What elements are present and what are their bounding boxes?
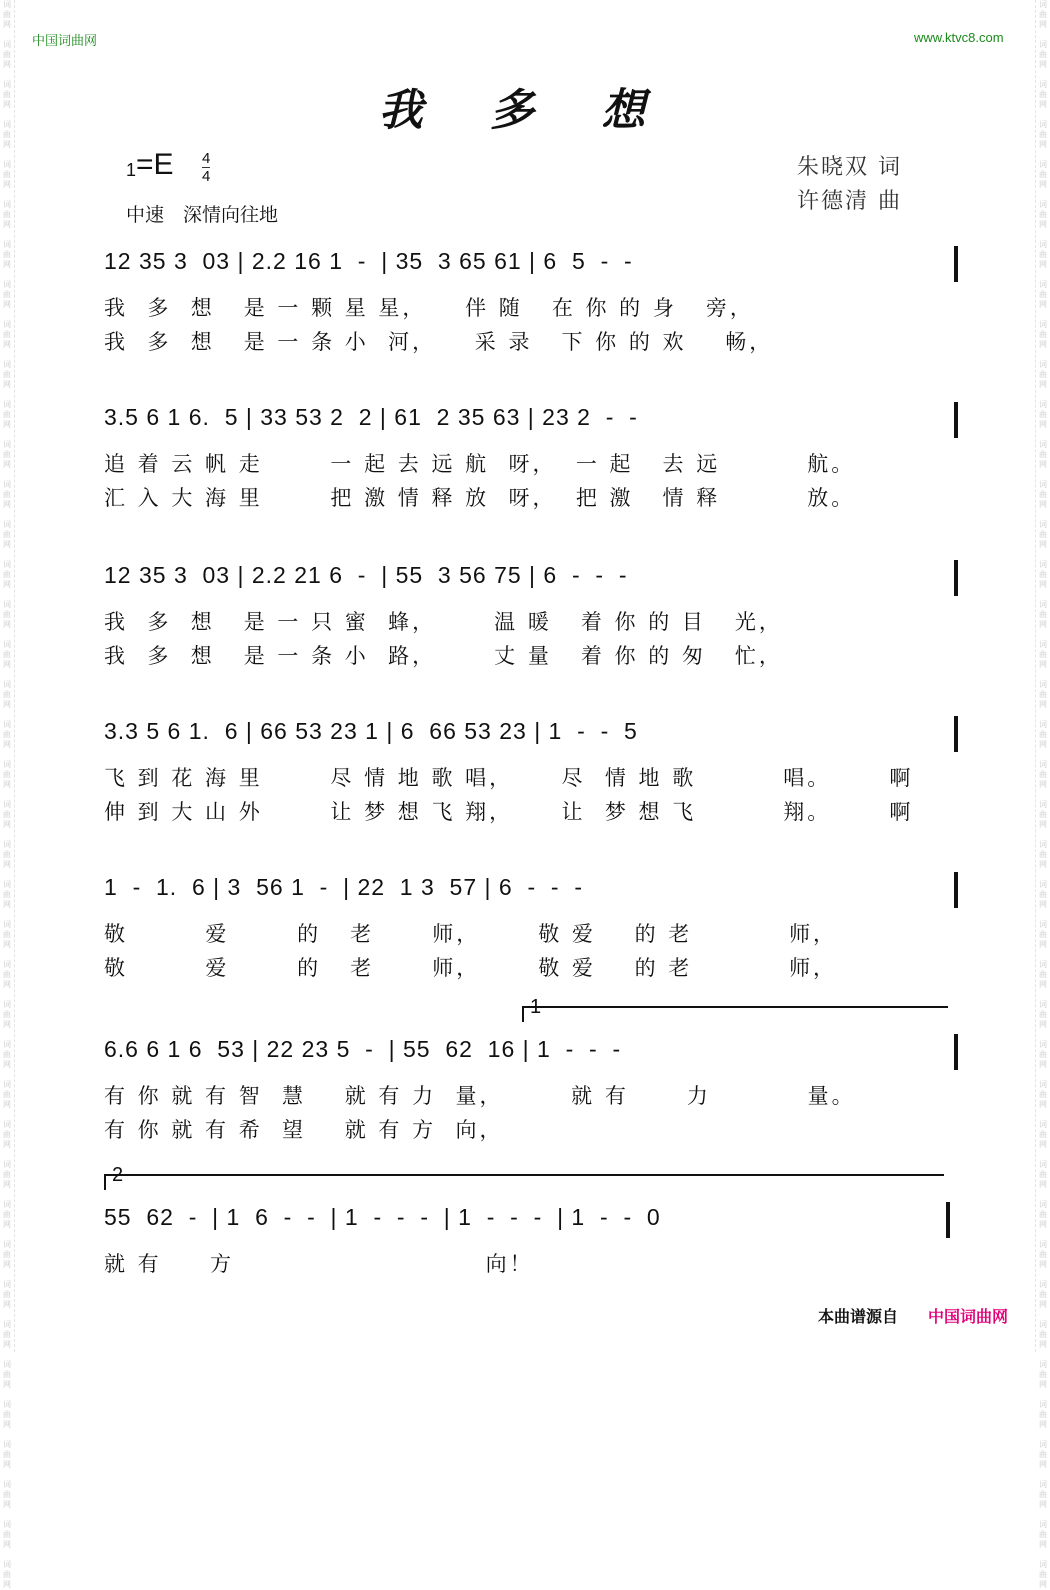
time-top: 4 [202,150,211,167]
lyric-verse-1: 敬 爱 的 老 师， 敬 爱 的 老 师， [104,922,838,946]
left-watermark-strip: 词 曲 网 词 曲 网 词 曲 网 词 曲 网 词 曲 网 词 曲 网 词 曲 网 词 曲 网 词 曲 网 词 曲 网 词 曲 网 词 曲 网 词 曲 网 词 曲 网 词 曲 网 词 曲 网 词 曲 网 词 曲 网 词 曲 网 词 曲 网 词 曲 网 词 曲 网 词 曲 网 词 曲 网 词 曲 网 词 曲 网 词 曲 网 词 曲 网 词 曲 网 词 曲 网 词 曲 网 词 曲 网 词 曲 网 词 曲 网 词 曲 网 词 曲 网 词 曲 网 词 曲 网 词 曲 网 词 曲 网 [0,0,15,1352]
key-signature: 1=E [126,148,174,181]
second-ending-bracket: 2 [104,1174,944,1190]
notation-line: 3.5 6 1 6. 5 | 33 53 2 2 | 61 2 35 63 | 23 2 - - [104,404,638,430]
lyric-verse-1: 我 多 想 是 一 只 蜜 蜂， 温 暖 着 你 的 目 光， [104,610,783,634]
lyric-verse-1: 飞 到 花 海 里 尽 情 地 歌 唱， 尽 情 地 歌 唱。 啊 [104,766,914,790]
notation-line: 3.3 5 6 1. 6 | 66 53 23 1 | 6 66 53 23 | 1 - - 5 [104,718,638,744]
time-signature [202,150,210,185]
repeat-barline [954,1034,958,1070]
notation-line: 55 62 - | 1 6 - - | 1 - - - | 1 - - - | 1 - - 0 [104,1204,661,1230]
lyricist-credit: 朱晓双 词 [797,155,902,180]
lyric-verse-2: 有 你 就 有 希 望 就 有 方 向， [104,1118,504,1142]
notation-line: 1 - 1. 6 | 3 56 1 - | 22 1 3 57 | 6 - - - [104,874,584,900]
lyric-verse-2: 我 多 想 是 一 条 小 河， 采 录 下 你 的 欢 畅， [104,330,774,354]
composer-credit: 许德清 曲 [797,189,902,214]
notation-line: 6.6 6 1 6 53 | 22 23 5 - | 55 62 16 | 1 - - - [104,1036,622,1062]
lyric-verse-1: 有 你 就 有 智 慧 就 有 力 量， 就 有 力 量。 [104,1084,856,1108]
right-watermark-strip: 词 曲 网 词 曲 网 词 曲 网 词 曲 网 词 曲 网 词 曲 网 词 曲 网 词 曲 网 词 曲 网 词 曲 网 词 曲 网 词 曲 网 词 曲 网 词 曲 网 词 曲 网 词 曲 网 词 曲 网 词 曲 网 词 曲 网 词 曲 网 词 曲 网 词 曲 网 词 曲 网 词 曲 网 词 曲 网 词 曲 网 词 曲 网 词 曲 网 词 曲 网 词 曲 网 词 曲 网 词 曲 网 词 曲 网 词 曲 网 词 曲 网 词 曲 网 词 曲 网 词 曲 网 词 曲 网 词 曲 网 [1035,0,1050,1352]
time-bottom: 4 [202,168,211,185]
lyric-verse-1: 追 着 云 帆 走 一 起 去 远 航 呀， 一 起 去 远 航。 [104,452,856,476]
first-ending-bracket: 1 [522,1006,948,1022]
lyric-verse-2: 伸 到 大 山 外 让 梦 想 飞 翔， 让 梦 想 飞 翔。 啊 [104,800,914,824]
notation-line: 12 35 3 03 | 2.2 21 6 - | 55 3 56 75 | 6 - - - [104,562,628,588]
site-url-right[interactable]: www.ktvc8.com [914,30,1004,45]
lyric-verse-2: 我 多 想 是 一 条 小 路， 丈 量 着 你 的 匆 忙， [104,644,783,668]
barline [954,872,958,908]
lyric-verse-1: 我 多 想 是 一 颗 星 星， 伴 随 在 你 的 身 旁， [104,296,754,320]
song-title: 我 多 想 [378,85,672,136]
barline [954,402,958,438]
barline [954,246,958,282]
lyric-verse-2: 敬 爱 的 老 师， 敬 爱 的 老 师， [104,956,838,980]
tempo-marking: 中速 深情向往地 [126,204,279,226]
barline [954,560,958,596]
barline [954,716,958,752]
lyric-verse-2: 汇 入 大 海 里 把 激 情 释 放 呀， 把 激 情 释 放。 [104,486,856,510]
footer-source-label: 本曲谱源自 [818,1307,899,1326]
footer-source-link[interactable]: 中国词曲网 [928,1307,1009,1326]
site-name-left[interactable]: 中国词曲网 [32,33,98,48]
final-barline [946,1202,950,1238]
lyric-verse-1: 就 有 方 向！ [104,1252,534,1276]
notation-line: 12 35 3 03 | 2.2 16 1 - | 35 3 65 61 | 6 5 - - [104,248,633,274]
